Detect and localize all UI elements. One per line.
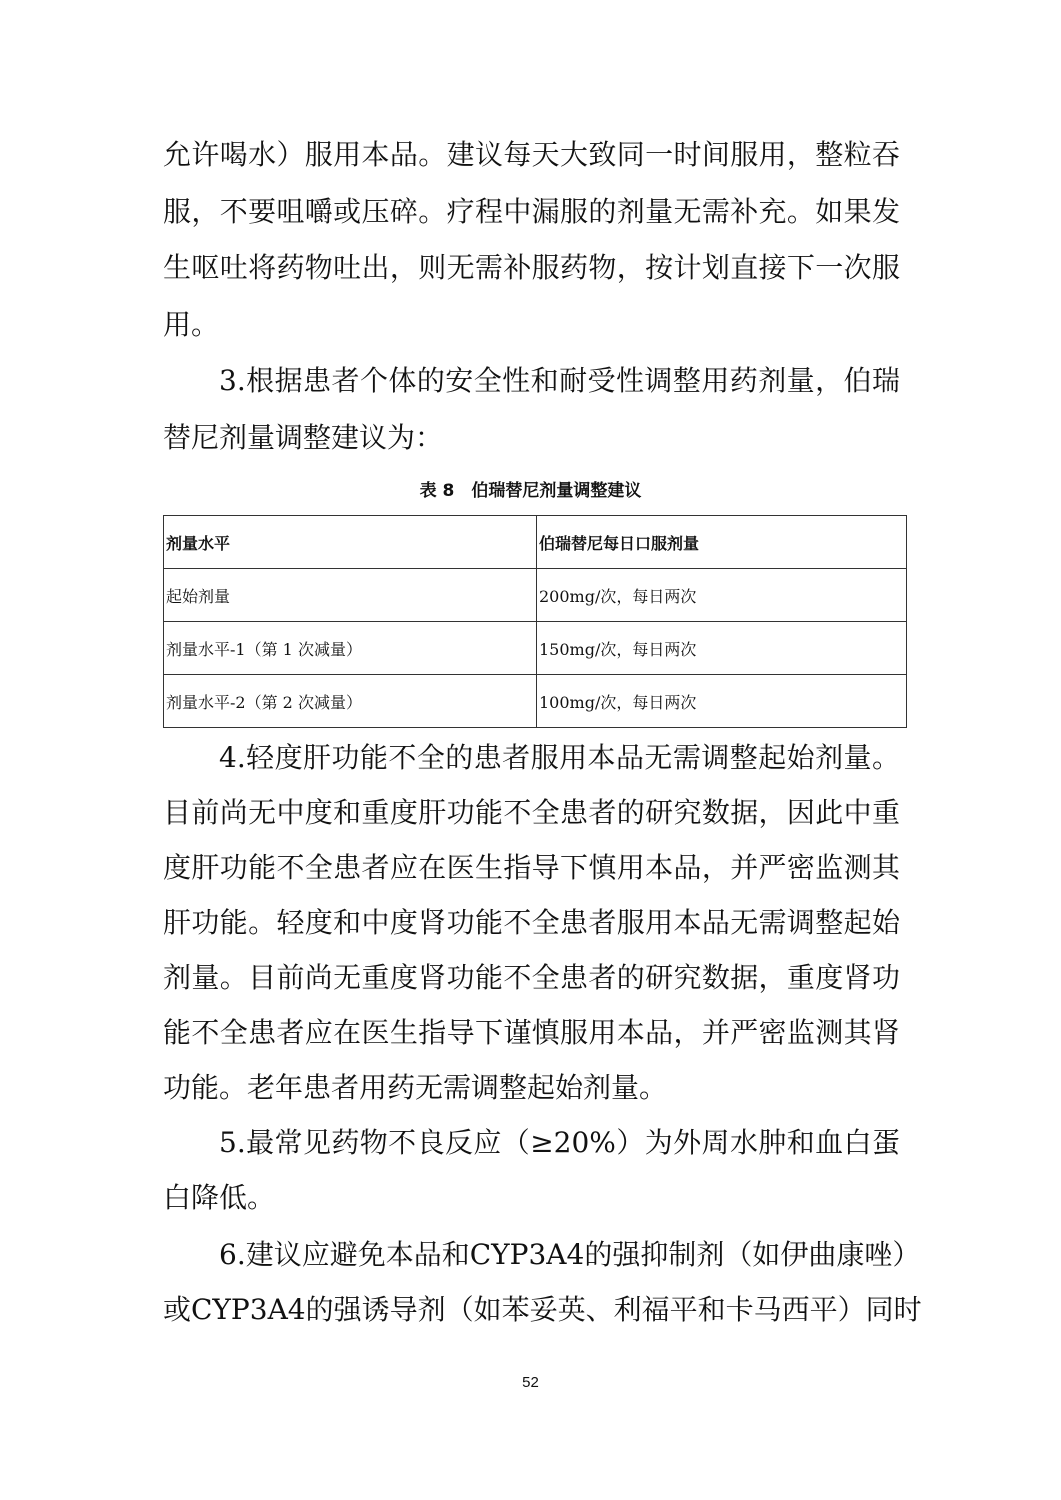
text-line: 剂量。目前尚无重度肾功能不全患者的研究数据，重度肾功	[163, 961, 900, 994]
table-cell: 100mg/次，每日两次	[537, 675, 907, 728]
table-cell: 200mg/次，每日两次	[537, 569, 907, 622]
text-line: 白降低。	[163, 1181, 276, 1214]
table-cell: 剂量水平-2（第 2 次减量）	[164, 675, 537, 728]
table-row	[164, 622, 907, 675]
text-line: 或CYP3A4的强诱导剂（如苯妥英、利福平和卡马西平）同时	[163, 1293, 922, 1326]
text-line: 生呕吐将药物吐出，则无需补服药物，按计划直接下一次服	[163, 251, 900, 284]
text-line: 5.最常见药物不良反应（≥20%）为外周水肿和血白蛋	[219, 1126, 900, 1159]
text-line: 6.建议应避免本品和CYP3A4的强抑制剂（如伊曲康唑）	[219, 1238, 921, 1271]
text-line: 4.轻度肝功能不全的患者服用本品无需调整起始剂量。	[219, 741, 900, 774]
text-line: 替尼剂量调整建议为：	[163, 421, 444, 454]
table-caption: 表 8 伯瑞替尼剂量调整建议	[419, 481, 642, 501]
text-line: 服，不要咀嚼或压碎。疗程中漏服的剂量无需补充。如果发	[163, 195, 900, 228]
table-cell: 起始剂量	[164, 569, 537, 622]
table-row	[164, 675, 907, 728]
text-line: 肝功能。轻度和中度肾功能不全患者服用本品无需调整起始	[163, 906, 900, 939]
table-cell: 剂量水平-1（第 1 次减量）	[164, 622, 537, 675]
table-header-row	[164, 516, 907, 569]
text-line: 能不全患者应在医生指导下谨慎服用本品，并严密监测其肾	[163, 1016, 900, 1049]
text-line: 用。	[163, 308, 220, 341]
table-header-cell: 剂量水平	[164, 516, 537, 569]
table-cell: 150mg/次，每日两次	[537, 622, 907, 675]
table-row	[164, 569, 907, 622]
text-line: 允许喝水）服用本品。建议每天大致同一时间服用，整粒吞	[163, 138, 900, 171]
page-number: 52	[522, 1374, 539, 1391]
table-header-cell: 伯瑞替尼每日口服剂量	[537, 516, 907, 569]
dose-adjustment-table	[163, 515, 907, 728]
text-line: 功能。老年患者用药无需调整起始剂量。	[163, 1071, 668, 1104]
text-line: 3.根据患者个体的安全性和耐受性调整用药剂量，伯瑞	[219, 364, 900, 397]
text-line: 度肝功能不全患者应在医生指导下慎用本品，并严密监测其	[163, 851, 900, 884]
text-line: 目前尚无中度和重度肝功能不全患者的研究数据，因此中重	[163, 796, 900, 829]
